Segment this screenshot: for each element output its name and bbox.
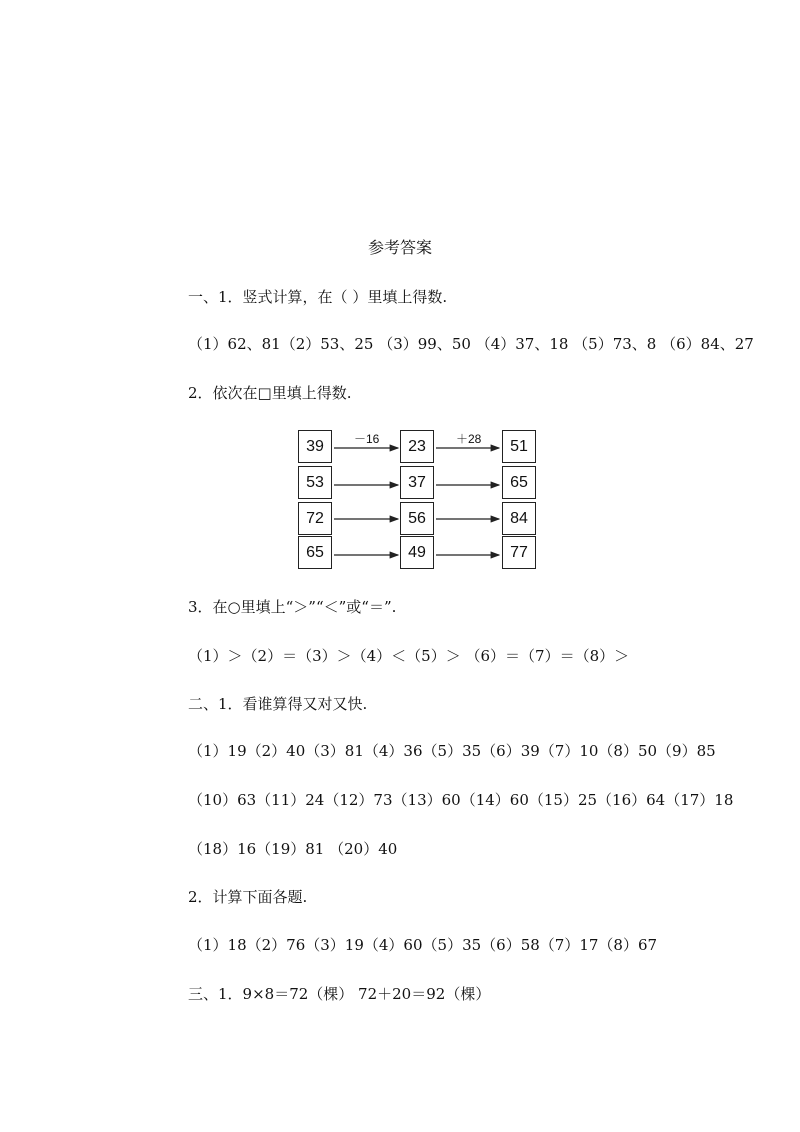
box-col1-row2: 53 xyxy=(298,466,332,499)
box-col2-row4: 49 xyxy=(400,536,434,569)
section-1-q1-heading: 一、1．竖式计算，在（ ）里填上得数. xyxy=(188,288,448,306)
box-col1-row4: 65 xyxy=(298,536,332,569)
box-col2-row2: 37 xyxy=(400,466,434,499)
box-col2-row3: 56 xyxy=(400,502,434,535)
box-col1-row3: 72 xyxy=(298,502,332,535)
section-2-q1-answers-row2: （10）63（11）24（12）73（13）60（14）60（15）25（16）64（17）18 xyxy=(188,791,734,809)
section-2-q2-answers: （1）18（2）76（3）19（4）60（5）35（6）58（7）17（8）67 xyxy=(188,936,658,954)
box-col3-row2: 65 xyxy=(502,466,536,499)
section-2-q1-heading: 二、1．看谁算得又对又快. xyxy=(188,695,368,713)
page-title: 参考答案 xyxy=(367,238,432,257)
box-col3-row4: 77 xyxy=(502,536,536,569)
section-2-q1-answers-row3: （18）16（19）81 （20）40 xyxy=(188,840,398,858)
section-1-q3-heading: 3．在○里填上“＞”“＜”或“＝”. xyxy=(188,598,397,616)
section-2-q2-heading: 2．计算下面各题. xyxy=(188,888,308,906)
box-col3-row3: 84 xyxy=(502,502,536,535)
section-3-q1-answer: 三、1．9×8＝72（棵） 72＋20＝92（棵） xyxy=(188,985,491,1003)
box-col2-row1: 23 xyxy=(400,430,434,463)
box-col1-row1: 39 xyxy=(298,430,332,463)
section-1-q2-heading: 2．依次在□里填上得数. xyxy=(188,384,352,402)
box-col3-row1: 51 xyxy=(502,430,536,463)
section-1-q3-answers: （1）＞（2）＝（3）＞（4）＜（5）＞ （6）＝（7）＝（8）＞ xyxy=(188,647,630,665)
section-1-q1-answers: （1）62、81（2）53、25 （3）99、50 （4）37、18 （5）73、8 （6）84、27 xyxy=(188,335,754,353)
operation-label-plus: ＋28 xyxy=(456,432,482,446)
fill-in-boxes-figure xyxy=(296,424,540,568)
section-2-q1-answers-row1: （1）19（2）40（3）81（4）36（5）35（6）39（7）10（8）50（9）85 xyxy=(188,742,716,760)
operation-label-minus: －16 xyxy=(354,432,380,446)
